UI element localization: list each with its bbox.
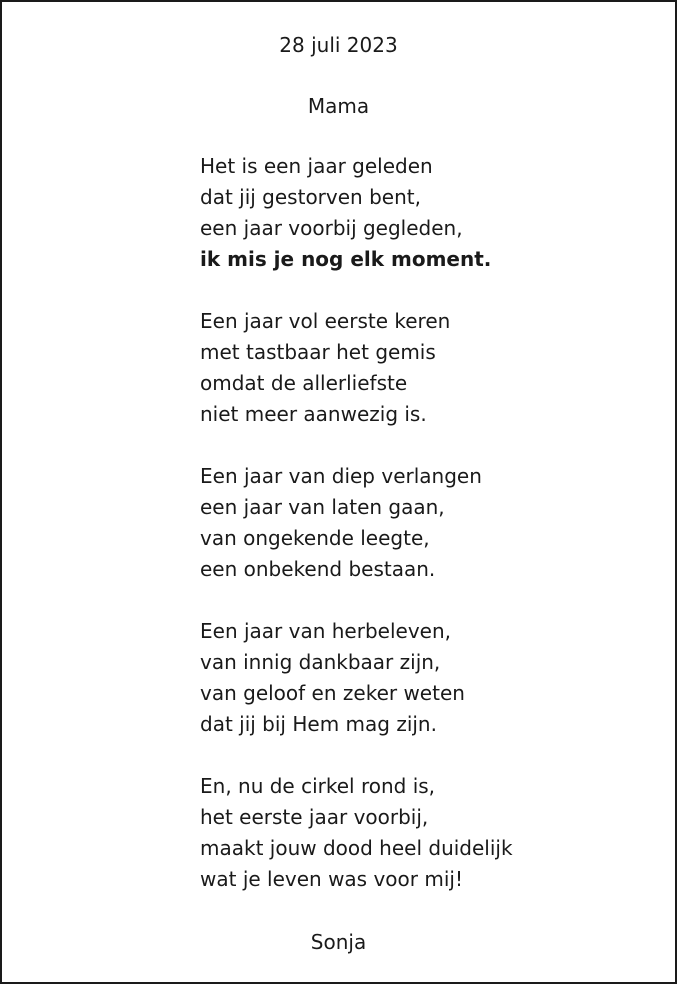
poem-line: maakt jouw dood heel duidelijk	[200, 836, 513, 860]
stanza-4	[200, 616, 513, 740]
poem-line: dat jij gestorven bent,	[200, 185, 421, 209]
poem-line: een onbekend bestaan.	[200, 557, 436, 581]
signature: Sonja	[310, 930, 367, 954]
poem-line: het eerste jaar voorbij,	[200, 805, 429, 829]
poem-line-emphasis: ik mis je nog elk moment.	[200, 247, 492, 271]
poem-line: van geloof en zeker weten	[200, 681, 465, 705]
stanza-1	[200, 151, 513, 275]
poem-line: van ongekende leegte,	[200, 526, 430, 550]
poem-line: Een jaar van herbeleven,	[200, 619, 451, 643]
poem-line: dat jij bij Hem mag zijn.	[200, 712, 437, 736]
poem-line: omdat de allerliefste	[200, 371, 408, 395]
poem-line: En, nu de cirkel rond is,	[200, 774, 436, 798]
stanza-3	[200, 461, 513, 585]
poem-line: met tastbaar het gemis	[200, 340, 436, 364]
stanza-2	[200, 306, 513, 430]
poem-line: Een jaar vol eerste keren	[200, 309, 451, 333]
date: 28 juli 2023	[279, 33, 398, 57]
poem-title: Mama	[307, 94, 370, 118]
poem-line: een jaar voorbij gegleden,	[200, 216, 463, 240]
poem-line: wat je leven was voor mij!	[200, 867, 463, 891]
poem-line: Een jaar van diep verlangen	[200, 464, 482, 488]
poem-line: Het is een jaar geleden	[200, 154, 433, 178]
poem-line: een jaar van laten gaan,	[200, 495, 445, 519]
poem-line: niet meer aanwezig is.	[200, 402, 427, 426]
poem	[200, 151, 513, 895]
poem-line: van innig dankbaar zijn,	[200, 650, 441, 674]
stanza-5	[200, 771, 513, 895]
